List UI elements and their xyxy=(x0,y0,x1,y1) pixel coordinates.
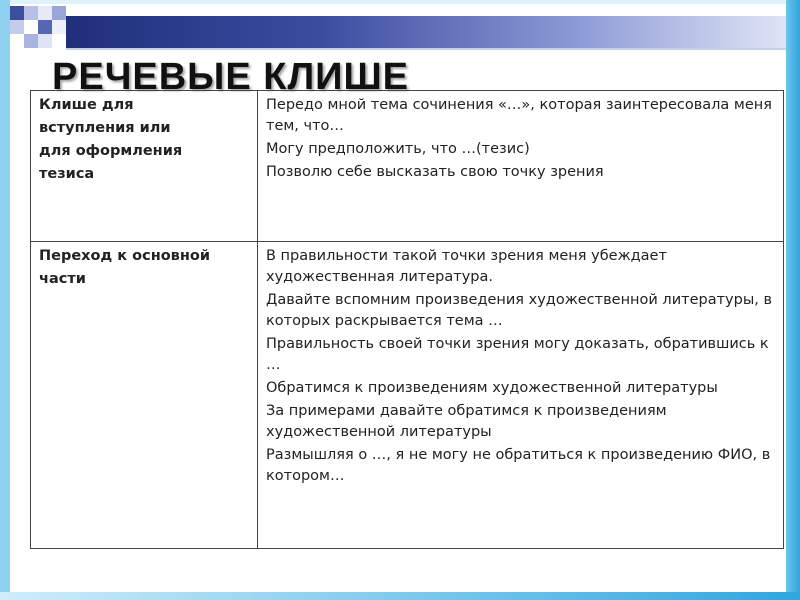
header-gradient-bar xyxy=(66,16,786,48)
phrase: В правильности такой точки зрения меня убеждает художественная литература. xyxy=(266,248,667,285)
phrase: За примерами давайте обратимся к произведениям художественной литературы xyxy=(266,403,667,440)
deco-square xyxy=(10,6,24,20)
cliche-table xyxy=(30,90,784,549)
phrase: Обратимся к произведениям художественной литературы xyxy=(266,380,718,396)
table-row xyxy=(31,242,784,549)
phrase: Могу предположить, что …(тезис) xyxy=(266,141,530,157)
frame-bottom xyxy=(0,592,800,600)
phrase: Правильность своей точки зрения могу доказать, обратившись к … xyxy=(266,336,769,373)
heading-line: Клише для xyxy=(39,97,134,113)
deco-square xyxy=(38,6,52,20)
phrase-cell xyxy=(258,91,784,242)
phrase-cell xyxy=(258,242,784,549)
phrase: Передо мной тема сочинения «…», которая заинтересовала меня тем, что… xyxy=(266,97,772,134)
phrase: Позволю себе высказать свою точку зрения xyxy=(266,164,604,180)
heading-line: тезиса xyxy=(39,166,95,182)
deco-square xyxy=(52,6,66,20)
heading-line: для оформления xyxy=(39,143,183,159)
row-heading xyxy=(31,91,258,242)
deco-square xyxy=(24,20,38,34)
slide-title: РЕЧЕВЫЕ КЛИШЕ xyxy=(52,56,409,98)
frame-left xyxy=(0,0,10,600)
deco-square xyxy=(38,34,52,48)
phrase: Давайте вспомним произведения художественной литературы, в которых раскрывается тема … xyxy=(266,292,773,329)
phrase: Размышляя о …, я не могу не обратиться к произведению ФИО, в котором… xyxy=(266,447,771,484)
deco-square xyxy=(52,20,66,34)
frame-right xyxy=(786,0,800,600)
deco-square xyxy=(24,34,38,48)
header-underline xyxy=(66,48,786,50)
heading-line: части xyxy=(39,271,86,287)
heading-line: Переход к основной xyxy=(39,248,210,264)
frame-top xyxy=(0,0,800,4)
deco-square xyxy=(38,20,52,34)
deco-square xyxy=(10,20,24,34)
heading-line: вступления или xyxy=(39,120,171,136)
deco-square xyxy=(24,6,38,20)
table-row xyxy=(31,91,784,242)
row-heading xyxy=(31,242,258,549)
